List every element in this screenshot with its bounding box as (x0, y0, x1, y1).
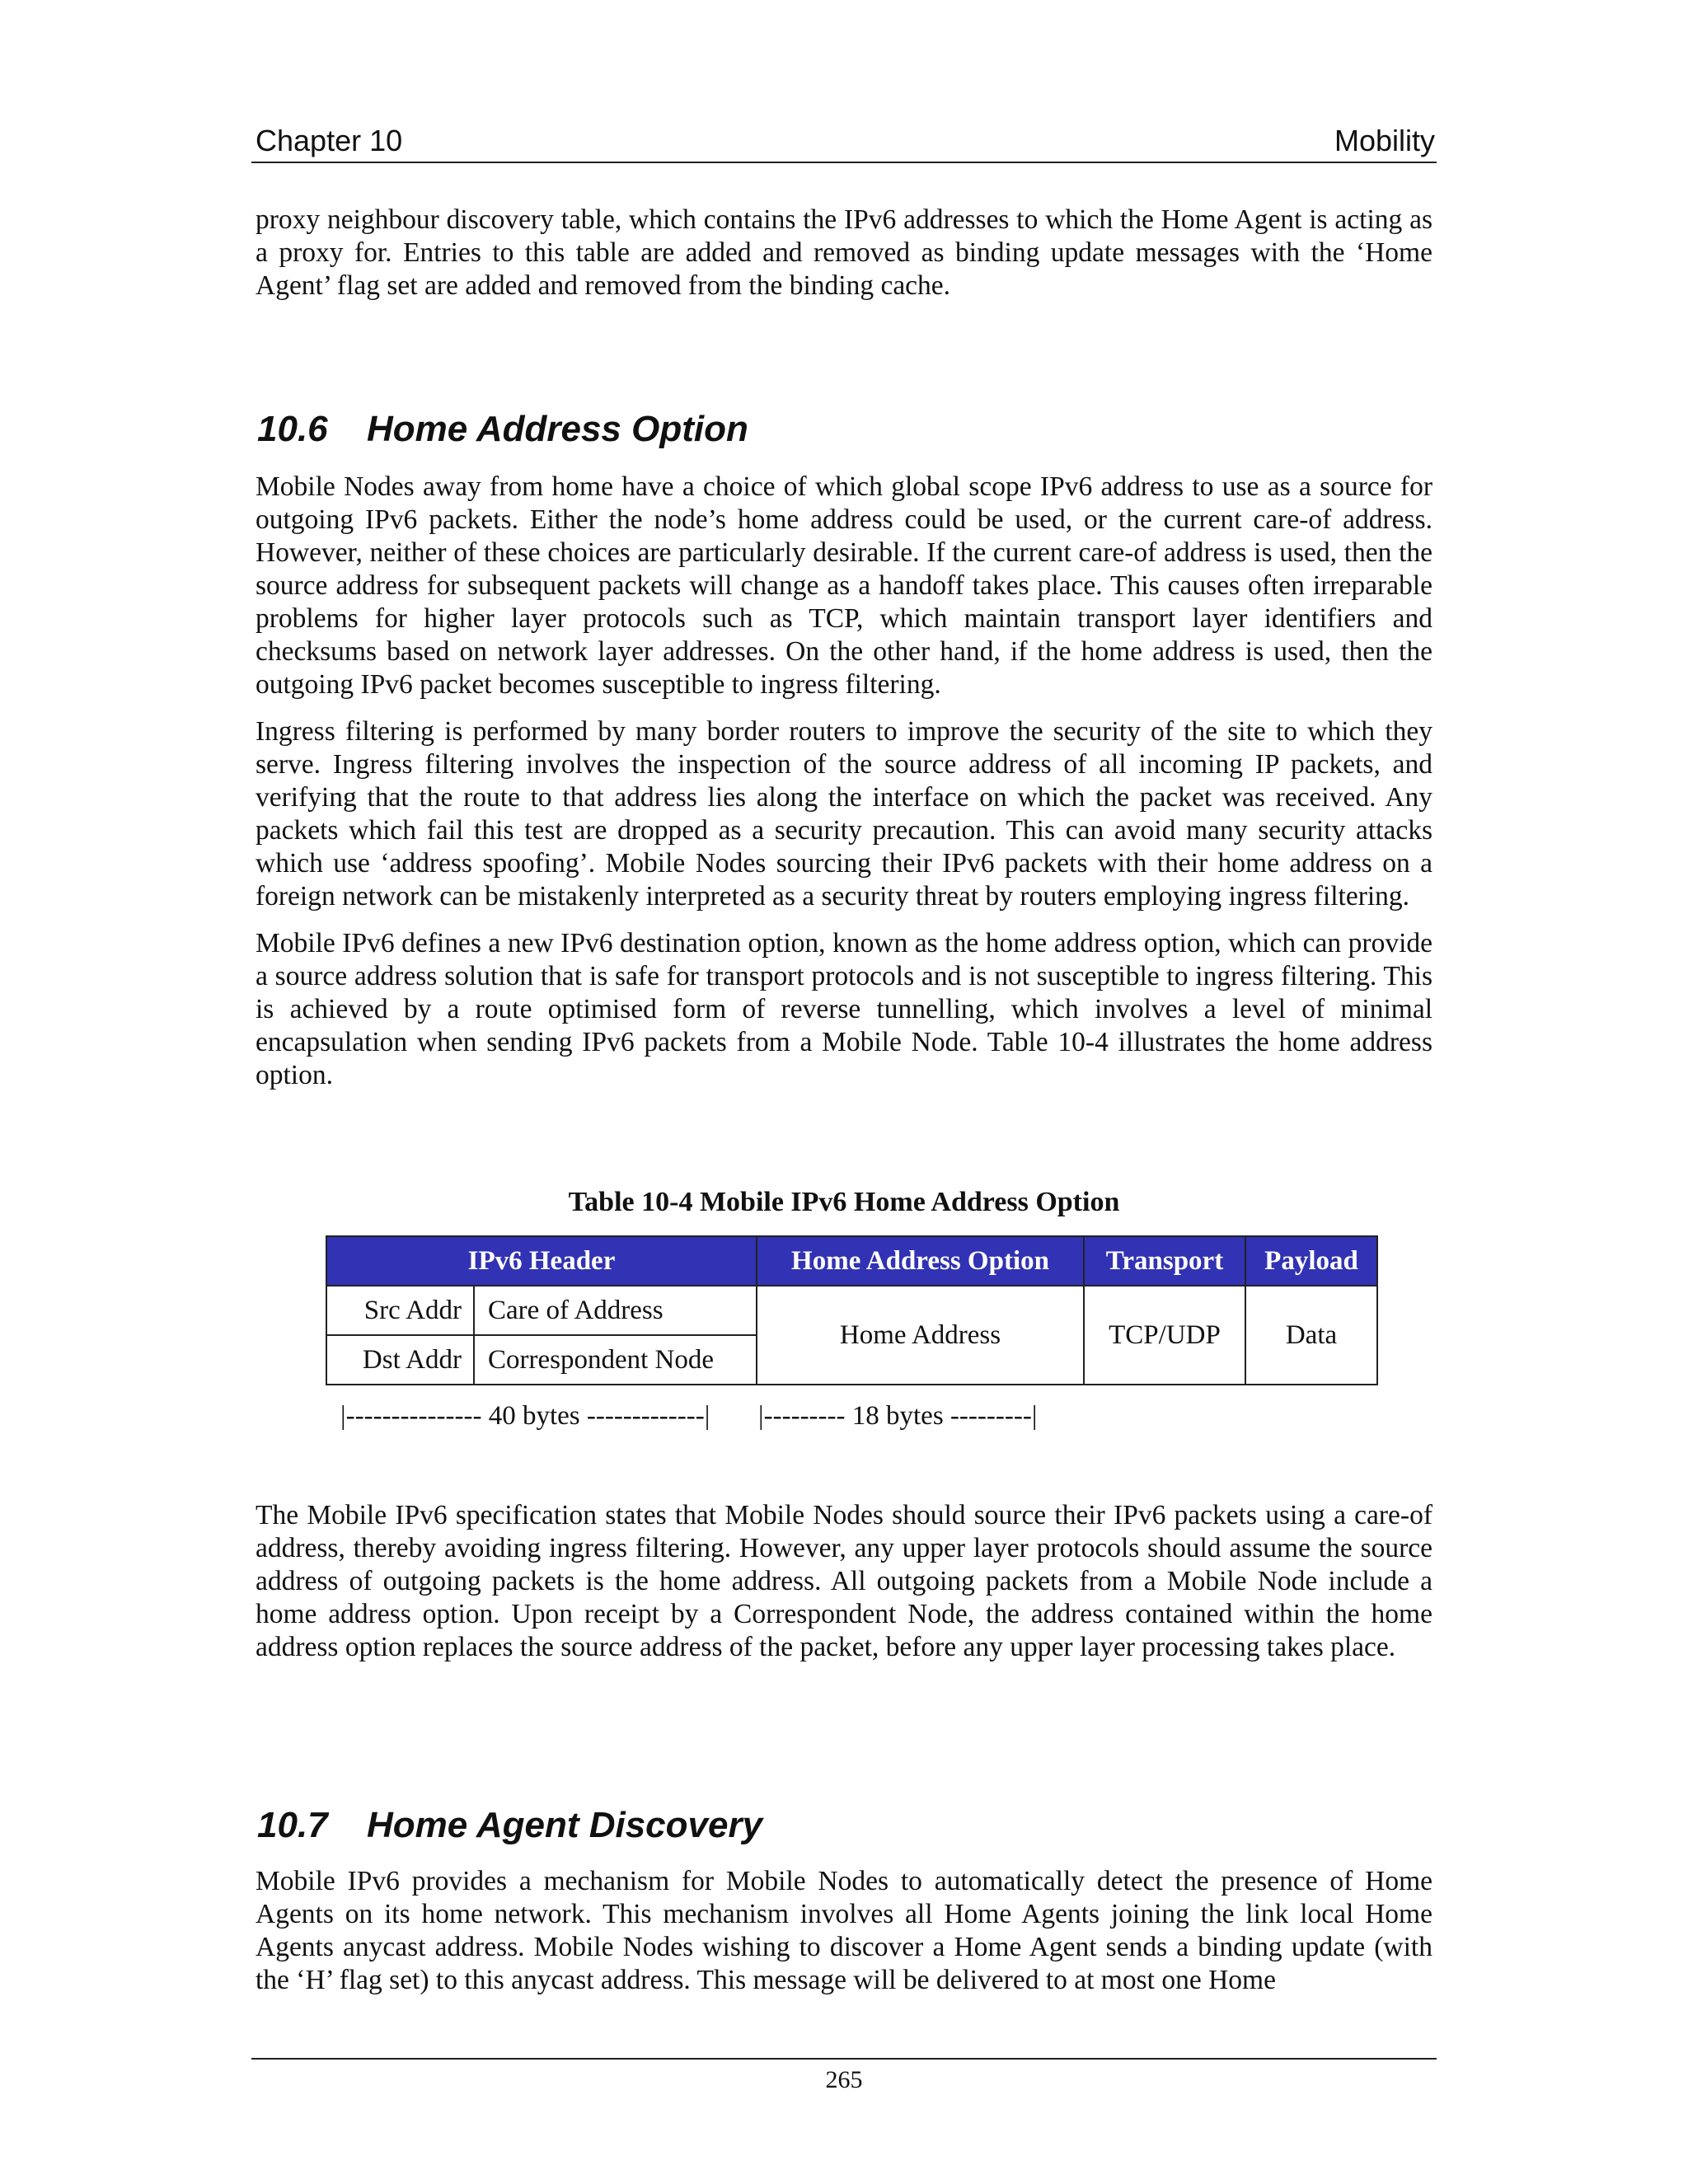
section-number: 10.6 (257, 409, 328, 449)
intro-paragraph: proxy neighbour discovery table, which contains the IPv6 addresses to which the Home Agent is acting as a proxy for. Entries to this table are added and removed as binding update messages with the ‘Home Agent’ flag set are added and removed from the binding cache. (256, 204, 1432, 301)
section-title: Home Agent Discovery (367, 1805, 763, 1845)
paragraph: Mobile IPv6 provides a mechanism for Mobile Nodes to automatically detect the presence of Home Agents on its home network. This mechanism involves all Home Agents joining the link local Home Agents anycast address. Mobile Nodes wishing to discover a Home Agent sends a binding update (with the ‘H’ flag set) to this anycast address. This message will be delivered to at most one Home (256, 1866, 1432, 1995)
section-title: Home Address Option (367, 409, 748, 449)
intro-paragraph-block (256, 204, 1432, 302)
page-number: 265 (825, 2066, 863, 2093)
section-number: 10.7 (257, 1805, 328, 1845)
header-home-address-option: Home Address Option (757, 1236, 1084, 1286)
header-payload: Payload (1245, 1236, 1377, 1286)
payload-cell: Data (1245, 1286, 1377, 1385)
after-table-paragraph-block (256, 1499, 1432, 1664)
header-transport: Transport (1084, 1236, 1245, 1286)
paragraph: The Mobile IPv6 specification states that Mobile Nodes should source their IPv6 packets using a care-of address, thereby avoiding ingress filtering. However, any upper layer protocols should assume the source address of outgoing packets is the home address. All outgoing packets from a Mobile Node include a home address option. Upon receipt by a Correspondent Node, the address contained within the home address option replaces the source address of the packet, before any upper layer processing takes place. (256, 1500, 1432, 1662)
section-10-7-body (256, 1865, 1432, 1997)
paragraph: Mobile IPv6 defines a new IPv6 destination option, known as the home address option, which can provide a source address solution that is safe for transport protocols and is not susceptible to ingress filtering. This is achieved by a route optimised form of reverse tunnelling, which involves a level of minimal encapsulation when sending IPv6 packets from a Mobile Node. Table 10-4 illustrates the home address option. (256, 928, 1432, 1090)
page-footer (251, 2058, 1437, 2093)
bytes-annotation-40: |--------------- 40 bytes -------------| (340, 1401, 710, 1431)
src-addr-value: Care of Address (474, 1286, 757, 1335)
paragraph: Mobile Nodes away from home have a choice of which global scope IPv6 address to use as a source for outgoing IPv6 packets. Either the node’s home address could be used, or the current care-of address. However, neither of these choices are particularly desirable. If the current care-of address is used, then the source address for subsequent packets will change as a handoff takes place. This causes often irreparable problems for higher layer protocols such as TCP, which maintain transport layer identifiers and checksums based on network layer addresses. On the other hand, if the home address is used, then the outgoing IPv6 packet becomes susceptible to ingress filtering. (256, 471, 1432, 700)
page-header (251, 122, 1437, 163)
home-address-cell: Home Address (757, 1286, 1084, 1385)
paragraph: Ingress filtering is performed by many border routers to improve the security of the site to which they serve. Ingress filtering involves the inspection of the source address of all incoming IP packets, and verifying that the route to that address lies along the interface on which the packet was received. Any packets which fail this test are dropped as a security precaution. This can avoid many security attacks which use ‘address spoofing’. Mobile Nodes sourcing their IPv6 packets with their home address on a foreign network can be mistakenly interpreted as a security threat by routers employing ingress filtering. (256, 716, 1432, 912)
dst-addr-label: Dst Addr (326, 1335, 474, 1385)
section-10-6-body (256, 471, 1432, 1092)
section-heading-10-6 (257, 409, 748, 450)
dst-addr-value: Correspondent Node (474, 1335, 757, 1385)
section-heading-10-7 (257, 1805, 762, 1846)
header-ipv6-header: IPv6 Header (326, 1236, 757, 1286)
bytes-annotation-18: |--------- 18 bytes ---------| (758, 1401, 1038, 1431)
table-row (326, 1286, 1377, 1335)
transport-cell: TCP/UDP (1084, 1286, 1245, 1385)
src-addr-label: Src Addr (326, 1286, 474, 1335)
home-address-option-table (326, 1235, 1378, 1385)
chapter-title: Mobility (1334, 124, 1435, 157)
chapter-label: Chapter 10 (256, 124, 403, 157)
table-caption: Table 10-4 Mobile IPv6 Home Address Option (568, 1187, 1120, 1217)
table-header-row (326, 1236, 1377, 1286)
